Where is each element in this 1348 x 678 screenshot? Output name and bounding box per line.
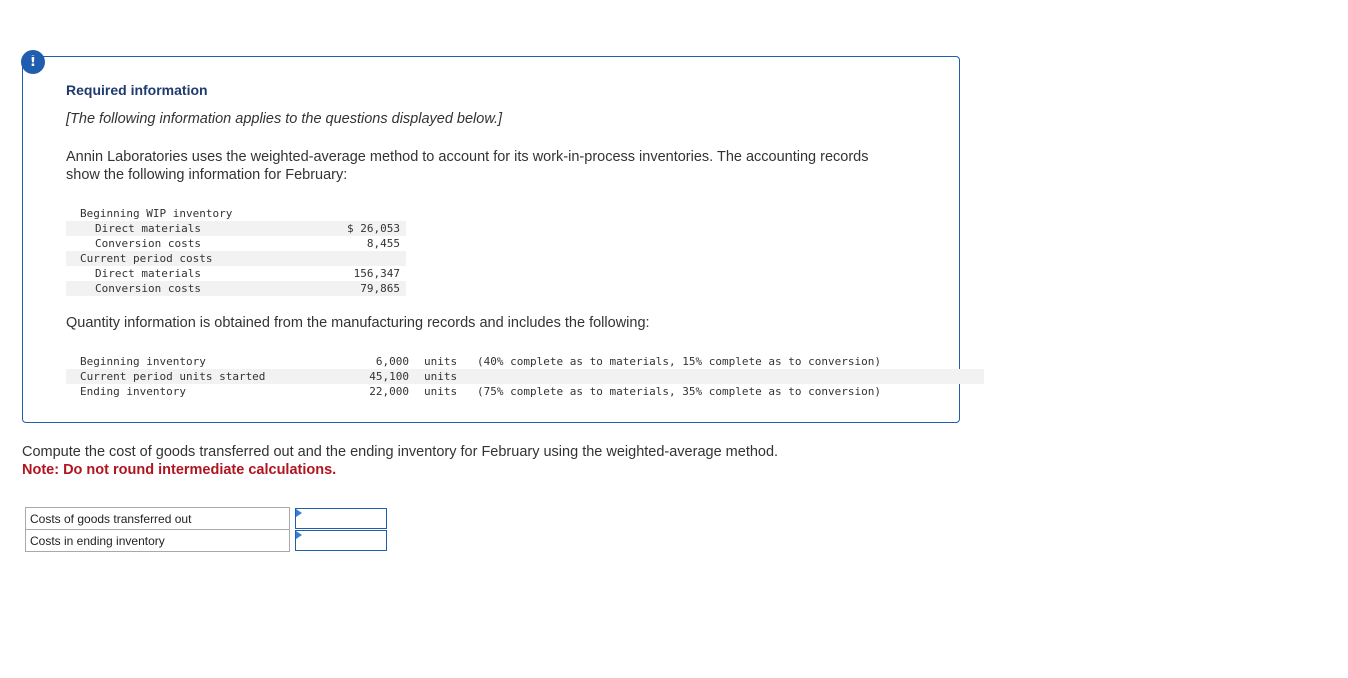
cost-row [66, 251, 406, 266]
quantity-table [66, 354, 984, 399]
input-flag-icon [296, 509, 302, 517]
quantity-row [66, 384, 984, 399]
transferred-out-input[interactable] [295, 508, 387, 529]
cost-label: Conversion costs [95, 237, 201, 250]
ending-inventory-input[interactable] [295, 530, 387, 551]
quantity-row [66, 354, 984, 369]
quantity-number: 6,000 [375, 355, 409, 368]
cost-row [66, 266, 406, 281]
cost-row [66, 236, 406, 251]
required-information-panel [22, 56, 960, 423]
quantity-label: Ending inventory [80, 385, 186, 398]
answer-label-ending-inventory: Costs in ending inventory [26, 530, 290, 552]
quantity-number: 45,100 [369, 370, 409, 383]
quantity-note: (40% complete as to materials, 15% complete as to conversion) [477, 355, 881, 368]
cost-table [66, 206, 406, 296]
quantity-label: Current period units started [80, 370, 266, 383]
cost-amount: $ 26,053 [347, 222, 400, 235]
answer-row [26, 530, 390, 552]
intro-paragraph: Annin Laboratories uses the weighted-average method to account for its work-in-process inventories. The accounting records show the following information for February: [66, 149, 869, 183]
applies-note: [The following information applies to the questions displayed below.] [66, 111, 503, 127]
cost-label: Beginning WIP inventory [80, 207, 233, 220]
cost-amount: 79,865 [360, 282, 400, 295]
answer-table [25, 507, 390, 552]
quantity-unit: units [424, 370, 458, 383]
quantity-unit: units [424, 355, 458, 368]
quantity-number: 22,000 [369, 385, 409, 398]
cost-row [66, 281, 406, 296]
cost-label: Conversion costs [95, 282, 201, 295]
cost-amount: 8,455 [366, 237, 400, 250]
quantity-note: (75% complete as to materials, 35% complete as to conversion) [477, 385, 881, 398]
input-flag-icon [296, 531, 302, 539]
cost-row [66, 206, 406, 221]
quantity-unit: units [424, 385, 458, 398]
cost-label: Direct materials [95, 222, 201, 235]
rounding-note: Note: Do not round intermediate calculations. [22, 462, 337, 478]
cost-amount: 156,347 [353, 267, 400, 280]
quantity-row [66, 369, 984, 384]
cost-label: Current period costs [80, 252, 213, 265]
answer-row [26, 508, 390, 530]
cost-row [66, 221, 406, 236]
alert-icon: ! [21, 50, 45, 74]
question-text: Compute the cost of goods transferred out and the ending inventory for February using the weighted-average method. [22, 444, 779, 460]
quantity-intro: Quantity information is obtained from the manufacturing records and includes the following: [66, 315, 650, 331]
cost-label: Direct materials [95, 267, 201, 280]
quantity-label: Beginning inventory [80, 355, 206, 368]
required-information-title: Required information [66, 82, 208, 98]
answer-label-transferred-out: Costs of goods transferred out [26, 508, 290, 530]
